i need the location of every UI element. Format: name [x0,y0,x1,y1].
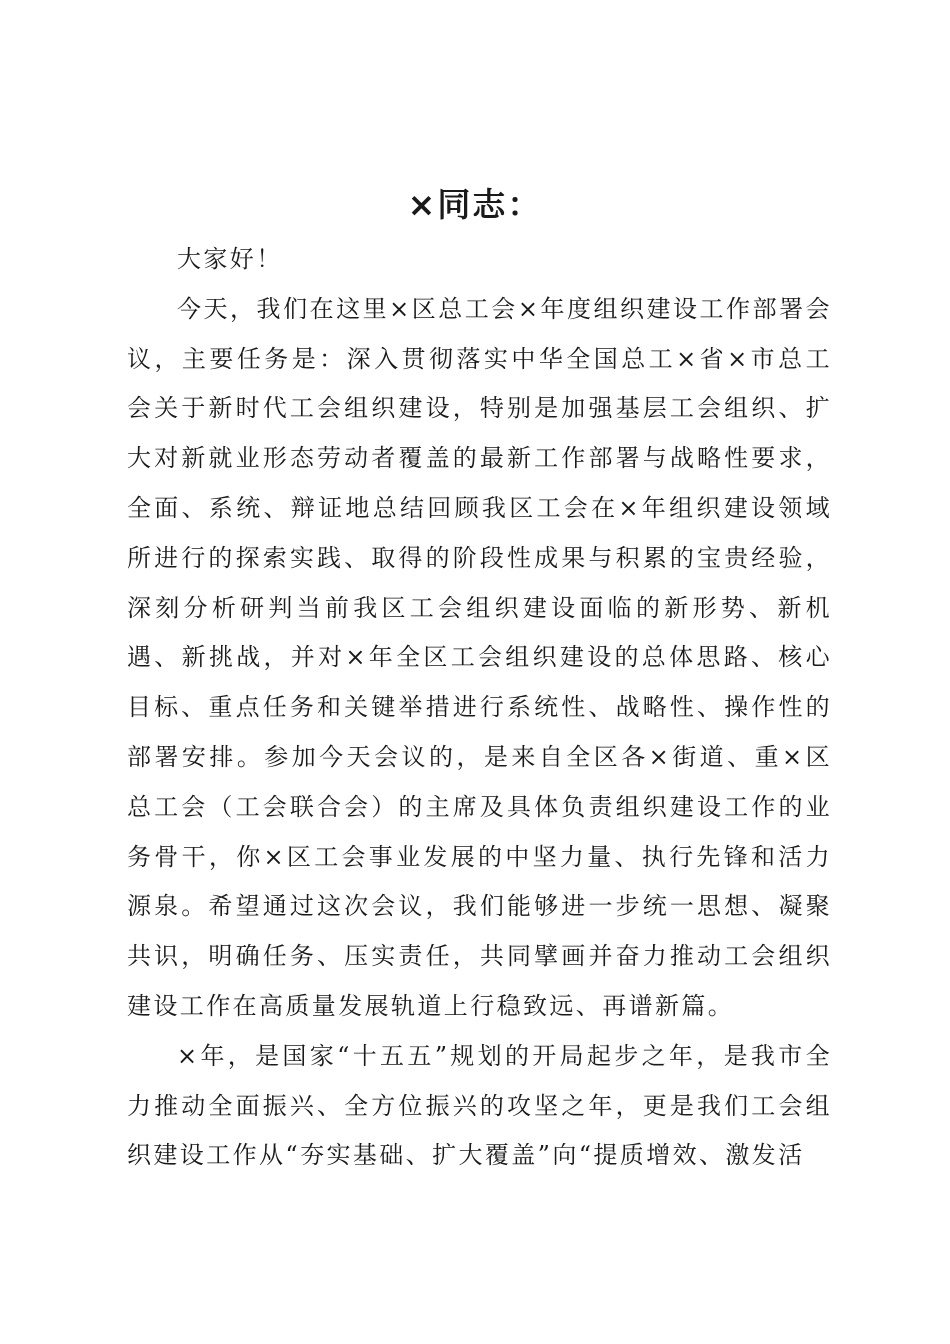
document-body [127,235,832,1181]
body-paragraph: ×年，是国家“十五五”规划的开局起步之年，是我市全力推动全面振兴、全方位振兴的攻坚之年，更是我们工会组织建设工作从“夯实基础、扩大覆盖”向“提质增效、激发活 [127,1041,832,1170]
document-title: ×同志： [407,185,543,224]
greeting-paragraph: 大家好！ [177,245,283,273]
body-paragraph: 今天，我们在这里×区总工会×年度组织建设工作部署会议，主要任务是：深入贯彻落实中华全国总工×省×市总工会关于新时代工会组织建设，特别是加强基层工会组织、扩大对新就业形态劳动者覆盖的最新工作部署与战略性要求，全面、系统、辩证地总结回顾我区工会在×年组织建设领域所进行的探索实践、取得的阶段性成果与积累的宝贵经验，深刻分析研判当前我区工会组织建设面临的新形势、新机遇、新挑战，并对×年全区工会组织建设的总体思路、核心目标、重点任务和关键举措进行系统性、战略性、操作性的部署安排。参加今天会议的，是来自全区各×街道、重×区总工会（工会联合会）的主席及具体负责组织建设工作的业务骨干，你×区工会事业发展的中坚力量、执行先锋和活力源泉。希望通过这次会议，我们能够进一步统一思想、凝聚共识，明确任务、压实责任，共同擘画并奋力推动工会组织建设工作在高质量发展轨道上行稳致远、再谱新篇。 [127,294,832,1020]
